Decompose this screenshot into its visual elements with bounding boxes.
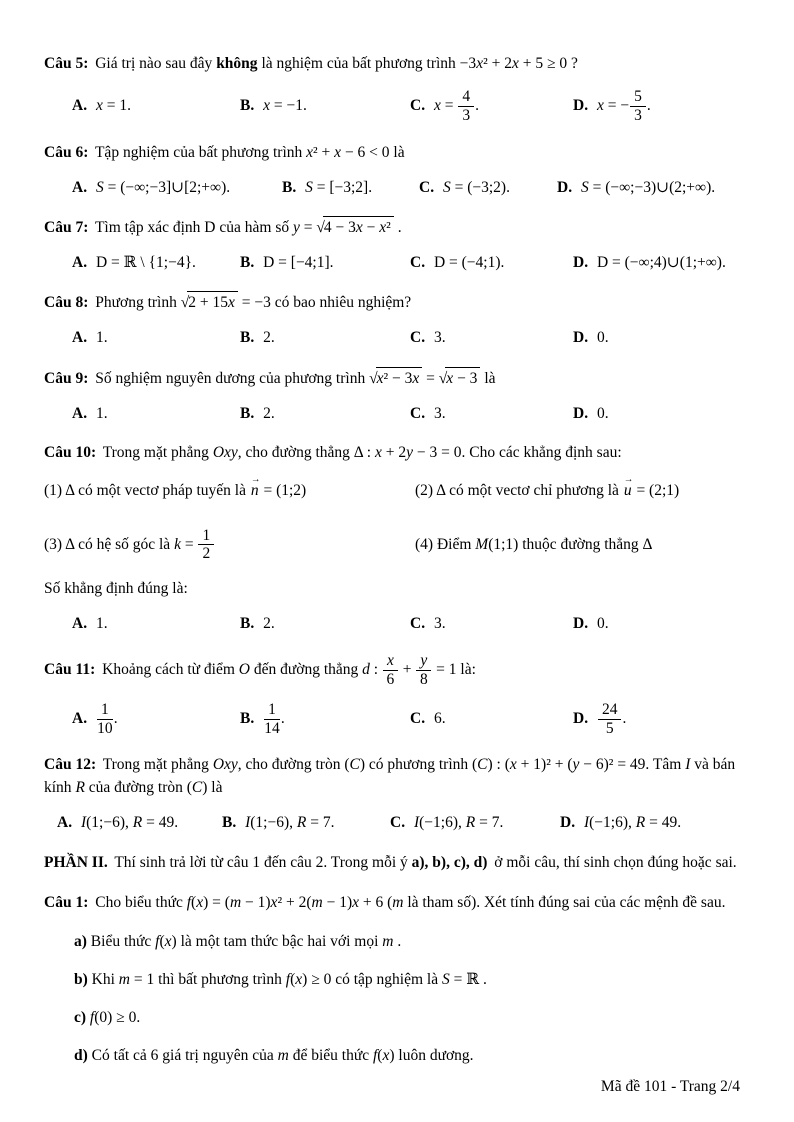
option-text: x = − $\frac{5}{3}$ . xyxy=(596,87,651,124)
question-subtext: Số khẳng định đúng là: xyxy=(44,580,188,598)
option-text: x = 1. xyxy=(95,97,131,115)
question-line xyxy=(44,142,748,165)
option-text: D = ℝ \ {1;−4}. xyxy=(95,253,196,271)
question-label: Câu 11: xyxy=(44,661,96,679)
option-label: C. xyxy=(410,614,426,632)
option xyxy=(560,812,748,834)
question-text: Tập nghiệm của bất phương trình x² + x − 6 < 0 là xyxy=(94,143,405,161)
question-text: Phương trình √2 + 15x = −3 có bao nhiêu nghiệm? xyxy=(95,294,411,311)
option xyxy=(573,613,748,635)
question-block xyxy=(44,142,748,199)
option-text: x = −1. xyxy=(263,97,307,115)
option-text: D = (−∞;4)∪(1;+∞). xyxy=(596,253,726,271)
option xyxy=(72,403,240,425)
question-block xyxy=(44,442,748,635)
option-label: B. xyxy=(240,97,255,115)
option xyxy=(240,403,410,425)
option-text: 1. xyxy=(95,404,108,422)
question-label: Câu 5: xyxy=(44,55,89,72)
option-label: D. xyxy=(573,614,589,632)
question-line xyxy=(44,652,748,689)
option-text: S = (−3;2). xyxy=(442,178,510,196)
options-row xyxy=(44,812,748,834)
option xyxy=(557,177,748,199)
option-label: C. xyxy=(410,329,426,347)
question-text: Giá trị nào sau đây không là nghiệm của bất phương trình −3x² + 2x + 5 ≥ 0 ? xyxy=(95,55,578,72)
option xyxy=(222,812,390,834)
option-text: D = [−4;1]. xyxy=(263,253,334,271)
question-text: Trong mặt phẳng Oxy, cho đường tròn (C) có phương trình (C) : (x + 1)² + (y − 6)² = 49. Tâm I và bán kính R của đường tròn (C) là xyxy=(44,756,736,797)
option-text: I(−1;6), R = 7. xyxy=(413,814,504,832)
option xyxy=(240,252,410,274)
option xyxy=(72,252,240,274)
tf-item: b) Khi m = 1 thì bất phương trình f(x) ≥ 0 có tập nghiệm là S = ℝ . xyxy=(74,970,487,988)
option-text: 3. xyxy=(433,404,446,422)
option-label: B. xyxy=(240,329,255,347)
option-label: D. xyxy=(573,253,589,271)
option-text: S = (−∞;−3)∪(2;+∞). xyxy=(580,178,716,196)
option-text: 0. xyxy=(596,614,609,632)
option-label: D. xyxy=(573,96,589,114)
option-text: 3. xyxy=(433,329,446,347)
option-text: 2. xyxy=(263,329,275,347)
option-label: A. xyxy=(72,178,88,196)
question-text: Khoảng cách từ điểm O đến đường thẳng d : $\frac{x}{6}$ + $\frac{y}{8}$ = 1 là: xyxy=(102,652,476,688)
question-block xyxy=(44,216,748,274)
option xyxy=(240,701,410,738)
option-text: 2. xyxy=(263,614,275,632)
question-line xyxy=(44,892,748,915)
page-footer: Mã đề 101 - Trang 2/4 xyxy=(600,1078,740,1095)
option xyxy=(410,708,573,730)
option xyxy=(410,403,573,425)
option xyxy=(390,812,560,834)
option-label: A. xyxy=(72,97,88,115)
question-text: Cho biểu thức f(x) = (m − 1)x² + 2(m − 1)x + 6 (m là tham số). Xét tính đúng sai của các mệnh đề sau. xyxy=(95,893,726,911)
option-label: B. xyxy=(240,709,255,727)
option-text: 0. xyxy=(596,404,609,422)
question-text: Số nghiệm nguyên dương của phương trình √x² − 3x = √x − 3 là xyxy=(95,370,495,387)
option-text: x = $\frac{4}{3}$ . xyxy=(433,87,479,124)
option xyxy=(573,701,748,738)
option-text: 2. xyxy=(263,404,275,422)
question-line xyxy=(44,367,748,391)
question-text: Trong mặt phẳng Oxy, cho đường thẳng Δ : x + 2y − 3 = 0. Cho các khẳng định sau: xyxy=(102,444,622,462)
option-text: S = [−3;2]. xyxy=(305,178,373,196)
options-row xyxy=(44,701,748,738)
option-text: $\frac{24}{5}$ . xyxy=(597,710,626,727)
option-text: I(1;−6), R = 49. xyxy=(80,814,179,832)
option-label: D. xyxy=(560,814,576,832)
option xyxy=(72,177,282,199)
option xyxy=(72,327,240,349)
options-row xyxy=(44,613,748,635)
option xyxy=(410,327,573,349)
option xyxy=(419,177,557,199)
section-header xyxy=(44,852,748,875)
question-label: Câu 9: xyxy=(44,369,89,387)
question-label: Câu 12: xyxy=(44,756,97,774)
question-line xyxy=(44,216,748,240)
exam-content xyxy=(44,53,748,1068)
option xyxy=(72,613,240,635)
option-label: A. xyxy=(57,814,73,832)
option xyxy=(573,88,748,125)
option-label: C. xyxy=(390,814,406,832)
option-text: I(1;−6), R = 7. xyxy=(245,814,335,832)
statements-grid xyxy=(44,480,748,563)
question-block xyxy=(44,652,748,737)
statement: (3) Δ có hệ số góc là k = $\frac{1}{2}$ xyxy=(44,527,415,564)
option-label: A. xyxy=(72,329,88,347)
option-text: I(−1;6), R = 49. xyxy=(583,814,682,832)
options-row xyxy=(44,327,748,349)
options-row xyxy=(44,403,748,425)
statement: (1) Δ có một vectơ pháp tuyến là → n = (1;2) xyxy=(44,480,415,502)
question-line xyxy=(44,291,748,315)
option xyxy=(57,812,222,834)
question-label: Câu 6: xyxy=(44,143,89,161)
option-text: $\frac{1}{10}$ . xyxy=(97,700,118,737)
question-label: Câu 7: xyxy=(44,218,89,236)
question-block xyxy=(44,754,748,834)
option xyxy=(573,327,748,349)
option-text: 1. xyxy=(95,614,108,632)
question-label: Câu 8: xyxy=(44,294,89,312)
option-label: C. xyxy=(410,253,426,271)
option-label: D. xyxy=(573,404,589,422)
question-line xyxy=(44,53,748,76)
option xyxy=(573,403,748,425)
option-label: C. xyxy=(410,709,426,727)
option xyxy=(240,327,410,349)
option-text: 6. xyxy=(433,709,446,727)
option-label: D. xyxy=(573,329,589,347)
option xyxy=(410,252,573,274)
section-text: PHẦN II. Thí sinh trả lời từ câu 1 đến câu 2. Trong mỗi ý a), b), c), d) ở mỗi câu, thí sinh chọn đúng hoặc sai. xyxy=(44,853,737,871)
question-line xyxy=(44,442,748,465)
option-label: B. xyxy=(240,253,255,271)
option-label: A. xyxy=(72,404,88,422)
options-row xyxy=(44,252,748,274)
options-row xyxy=(44,177,748,199)
option-text: 0. xyxy=(596,329,609,347)
statement: (2) Δ có một vectơ chỉ phương là → u = (2;1) xyxy=(415,480,748,502)
tf-item: c) f(0) ≥ 0. xyxy=(74,1009,141,1027)
option-label: B. xyxy=(240,614,255,632)
option-label: D. xyxy=(573,709,589,727)
options-row xyxy=(44,88,748,125)
option-text: S = (−∞;−3]∪[2;+∞). xyxy=(95,178,231,196)
question-block xyxy=(44,291,748,349)
option-label: A. xyxy=(72,709,88,727)
option-label: B. xyxy=(282,178,297,196)
option-label: A. xyxy=(72,253,88,271)
option-text: 1. xyxy=(95,329,108,347)
option xyxy=(72,95,240,117)
question-line xyxy=(44,754,748,800)
option-text: 3. xyxy=(433,614,446,632)
option-text: $\frac{1}{14}$ . xyxy=(264,700,285,737)
option xyxy=(72,701,240,738)
option-label: D. xyxy=(557,178,573,196)
option-label: C. xyxy=(410,404,426,422)
question-label: Câu 1: xyxy=(44,893,89,911)
option-label: B. xyxy=(222,814,237,832)
option-text: D = (−4;1). xyxy=(433,253,505,271)
option xyxy=(240,95,410,117)
question-block xyxy=(44,892,748,1068)
option xyxy=(282,177,419,199)
tf-item: d) Có tất cả 6 giá trị nguyên của m để biểu thức f(x) luôn dương. xyxy=(74,1047,474,1065)
option-label: C. xyxy=(419,178,435,196)
option-label: C. xyxy=(410,96,426,114)
question-text: Tìm tập xác định D của hàm số y = √4 − 3x − x² . xyxy=(95,219,402,236)
option-label: B. xyxy=(240,404,255,422)
question-block xyxy=(44,367,748,425)
option xyxy=(573,252,748,274)
statement: (4) Điểm M(1;1) thuộc đường thẳng Δ xyxy=(415,535,653,553)
option xyxy=(410,88,573,125)
question-label: Câu 10: xyxy=(44,444,97,462)
tf-item: a) Biểu thức f(x) là một tam thức bậc hai với mọi m . xyxy=(74,932,402,950)
option xyxy=(410,613,573,635)
option xyxy=(240,613,410,635)
question-block xyxy=(44,53,748,125)
option-label: A. xyxy=(72,614,88,632)
